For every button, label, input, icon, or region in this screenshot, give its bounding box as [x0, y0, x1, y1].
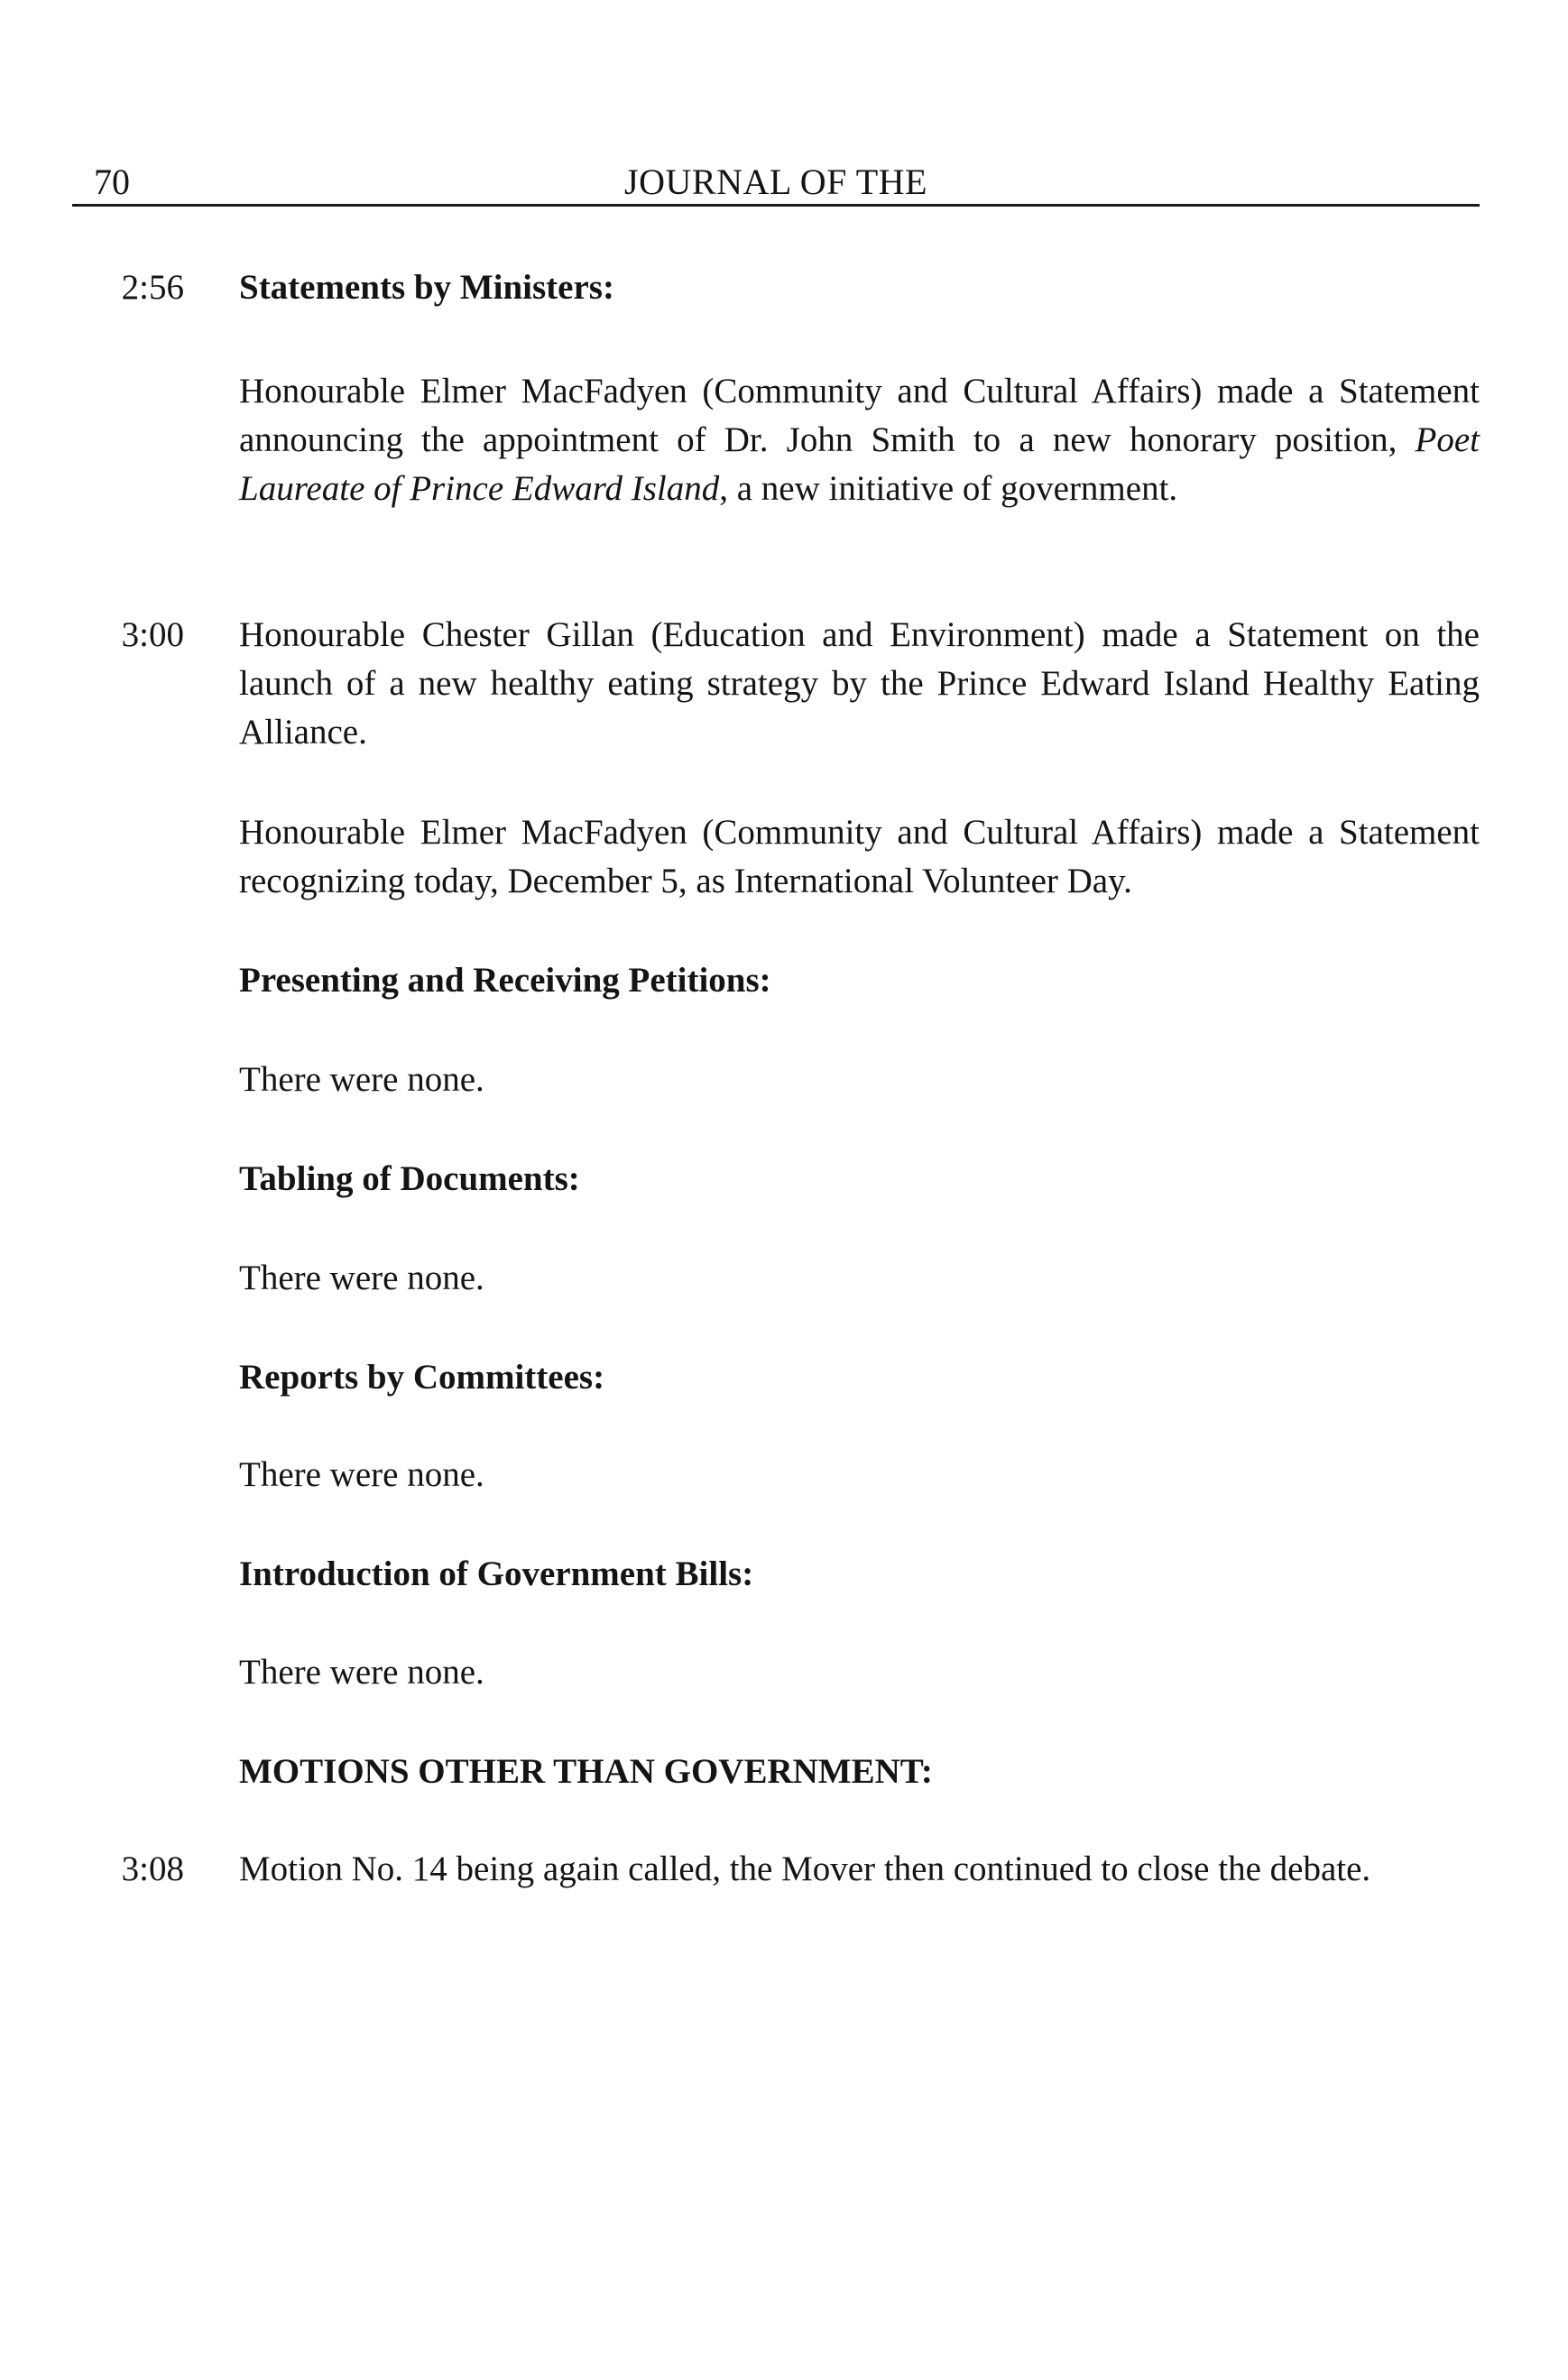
section-heading-petitions: Presenting and Receiving Petitions:	[239, 961, 771, 1000]
page-header	[72, 161, 1480, 207]
section-body-tabling-of-documents: There were none.	[239, 1259, 484, 1297]
section-body-petitions: There were none.	[239, 1060, 484, 1099]
paragraph-text: Honourable Elmer MacFadyen (Community and Cultural Affairs) made a Statement announcing the appointment of Dr. John Smith to a new honorary position,	[239, 372, 1480, 459]
section-heading-government-bills: Introduction of Government Bills:	[239, 1554, 754, 1593]
paragraph-healthy-eating-statement: Honourable Chester Gillan (Education and Environment) made a Statement on the launch of a new healthy eating strategy by the Prince Edward Island Healthy Eating Alliance.	[239, 615, 1480, 752]
section-heading-motions-other-than-government: MOTIONS OTHER THAN GOVERNMENT:	[239, 1752, 933, 1791]
time-stamp: 3:00	[121, 615, 184, 654]
time-stamp: 3:08	[121, 1850, 184, 1888]
italic-title: Poet Laureate of Prince Edward Island	[239, 420, 1480, 508]
paragraph-text: , a new initiative of government.	[719, 469, 1178, 508]
section-heading-tabling-of-documents: Tabling of Documents:	[239, 1159, 580, 1198]
section-heading-reports-by-committees: Reports by Committees:	[239, 1358, 605, 1397]
section-body-reports-by-committees: There were none.	[239, 1455, 484, 1494]
time-stamp: 2:56	[121, 268, 184, 307]
paragraph-poet-laureate-statement	[239, 367, 1480, 513]
section-heading-statements-by-ministers: Statements by Ministers:	[239, 268, 614, 307]
paragraph-motion-14: Motion No. 14 being again called, the Mover then continued to close the debate.	[239, 1850, 1371, 1888]
running-head: JOURNAL OF THE	[624, 161, 927, 202]
section-body-government-bills: There were none.	[239, 1653, 484, 1692]
page-number: 70	[94, 161, 130, 202]
paragraph-volunteer-day-statement: Honourable Elmer MacFadyen (Community and Cultural Affairs) made a Statement recognizing today, December 5, as International Volunteer Day.	[239, 813, 1480, 900]
